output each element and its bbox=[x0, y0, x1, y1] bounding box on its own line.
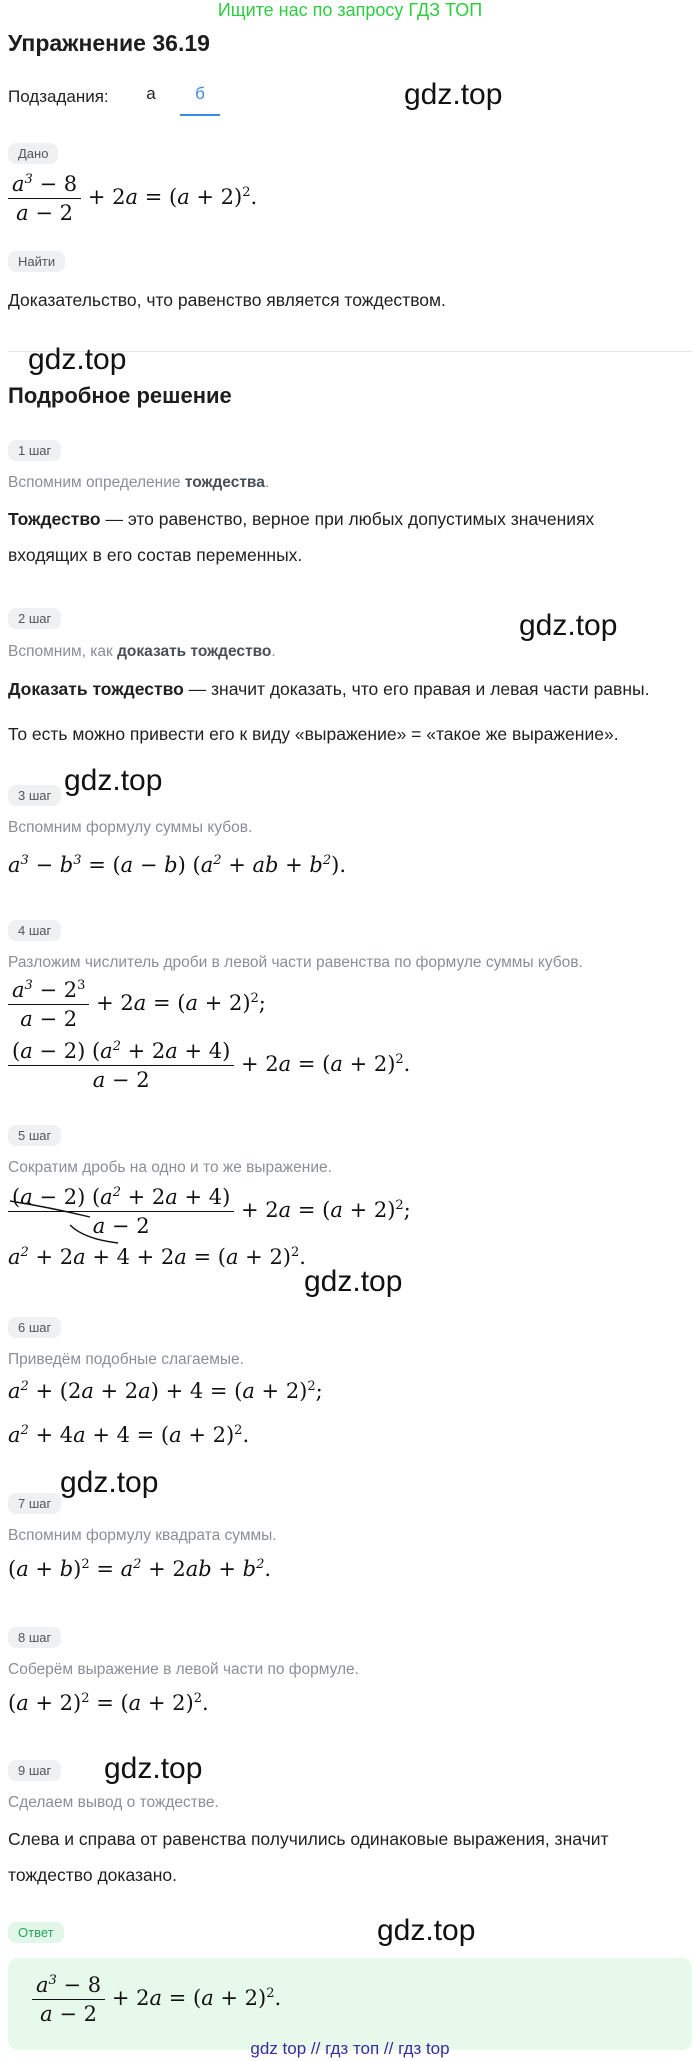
answer-badge: Ответ bbox=[8, 1922, 64, 1943]
watermark: gdz.top bbox=[104, 1752, 203, 1785]
formula: $a^3 - b^3 = (a - b) (a^2$ + ab + $b^2$). bbox=[8, 853, 347, 877]
tab-subtask-a[interactable]: а bbox=[146, 84, 156, 103]
find-badge: Найти bbox=[8, 251, 65, 272]
watermark: gdz.top bbox=[377, 1914, 476, 1947]
given-formula: $\frac{a^3 - 8}{a - 2}$ + $2a = (a + 2)^2$. bbox=[8, 172, 257, 225]
step-badge: 9 шаг bbox=[8, 1760, 61, 1781]
given-badge: Дано bbox=[8, 143, 58, 164]
watermark: gdz.top bbox=[404, 78, 503, 111]
answer-formula: $\frac{a^3 - 8}{a - 2}$ + $2a = (a + 2)^2$. bbox=[32, 1973, 281, 2026]
step-hint: Сделаем вывод о тождестве. bbox=[8, 1794, 219, 1811]
step-hint: Разложим числитель дроби в левой части равенства по формуле суммы кубов. bbox=[8, 954, 583, 971]
step-text: Тождество — это равенство, верное при любых допустимых значениях входящих в его состав переменных. bbox=[8, 509, 595, 565]
formula: $\frac{(a - 2) (a^2 + 2a + 4)}{a - 2}$ + $2a = (a + 2)^2$. bbox=[8, 1039, 410, 1092]
formula: $(a + 2)^2 = (a + 2)^2$. bbox=[8, 1691, 209, 1715]
formula: $a^2 + 2a + 4 + 2a = (a + 2)^2$. bbox=[8, 1245, 306, 1269]
step-hint: Соберём выражение в левой части по формуле. bbox=[8, 1661, 359, 1678]
step-hint: Сократим дробь на одно и то же выражение. bbox=[8, 1159, 332, 1176]
solution-title: Подробное решение bbox=[8, 383, 232, 408]
step-hint: Вспомним определение тождества. bbox=[8, 474, 270, 491]
step-badge: 7 шаг bbox=[8, 1493, 61, 1514]
find-text: Доказательство, что равенство является тождеством. bbox=[8, 290, 446, 310]
formula: $\frac{(a - 2) (a^2 + 2a + 4)}{a - 2}$ + $2a = (a + 2)^2$; bbox=[8, 1185, 411, 1238]
watermark: gdz.top bbox=[28, 343, 127, 376]
formula: $(a + b)^2 = a^2 + 2ab + b^2$. bbox=[8, 1557, 272, 1581]
step-hint: Вспомним формулу квадрата суммы. bbox=[8, 1527, 277, 1544]
step-badge: 1 шаг bbox=[8, 440, 61, 461]
step-hint: Вспомним формулу суммы кубов. bbox=[8, 819, 253, 836]
step-text: То есть можно привести его к виду «выражение» = «такое же выражение». bbox=[8, 724, 619, 744]
watermark: gdz.top bbox=[519, 609, 618, 642]
page-title: Упражнение 36.19 bbox=[8, 30, 210, 56]
step-badge: 3 шаг bbox=[8, 785, 61, 806]
watermark: gdz.top bbox=[64, 764, 163, 797]
formula: $a^2 + 4a + 4 = (a + 2)^2$. bbox=[8, 1423, 250, 1447]
step-badge: 5 шаг bbox=[8, 1125, 61, 1146]
step-badge: 8 шаг bbox=[8, 1627, 61, 1648]
tab-subtask-b[interactable]: б bbox=[180, 84, 220, 116]
footer-links[interactable]: gdz top // гдз топ // гдз top bbox=[250, 2039, 450, 2058]
step-badge: 6 шаг bbox=[8, 1317, 61, 1338]
watermark: gdz.top bbox=[60, 1466, 159, 1499]
step-hint: Приведём подобные слагаемые. bbox=[8, 1351, 244, 1368]
subtasks-label: Подзадания: bbox=[8, 87, 109, 106]
step-text: Слева и справа от равенства получились одинаковые выражения, значит тождество доказано. bbox=[8, 1829, 609, 1885]
step-text: Доказать тождество — значит доказать, что его правая и левая части равны. bbox=[8, 679, 650, 699]
formula: $\frac{a^3 - 2^3}{a - 2}$ + $2a = (a + 2)^2$; bbox=[8, 978, 266, 1031]
cancel-stroke-icon bbox=[8, 1185, 148, 1245]
search-banner[interactable]: Ищите нас по запросу ГДЗ ТОП bbox=[217, 0, 483, 20]
step-badge: 2 шаг bbox=[8, 608, 61, 629]
step-badge: 4 шаг bbox=[8, 920, 61, 941]
formula: $a^2 + (2a + 2a) + 4 = (a + 2)^2$; bbox=[8, 1379, 323, 1403]
step-hint: Вспомним, как доказать тождество. bbox=[8, 643, 276, 660]
watermark: gdz.top bbox=[304, 1265, 403, 1298]
